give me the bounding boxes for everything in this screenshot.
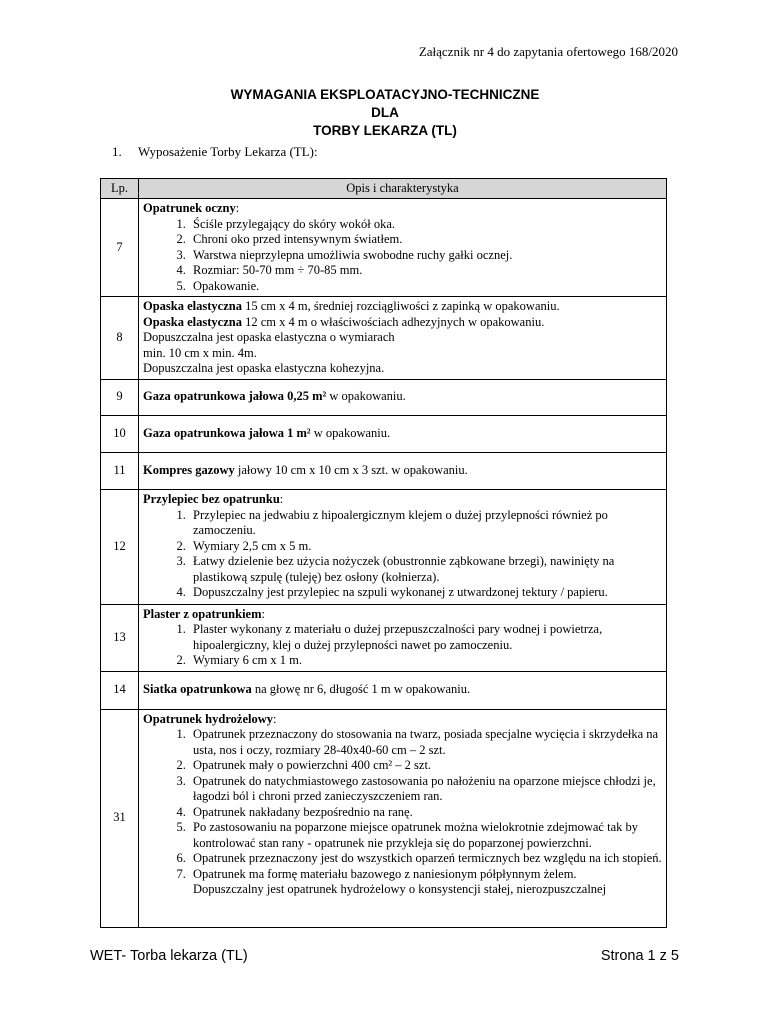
row-description: [139, 604, 667, 671]
row-description: Gaza opatrunkowa jałowa 1 m² w opakowaniu.: [139, 415, 667, 452]
list-item: 1. Plaster wykonany z materiału o dużej przepuszczalności pary wodnej i powietrza, hipoalergiczny, klej o dużej przylepności nawet po zamoczeniu.: [189, 622, 662, 653]
section-heading: [112, 144, 318, 160]
list-item: 5. Opakowanie.: [189, 279, 662, 295]
list-item: 2. Opatrunek mały o powierzchni 400 cm² – 2 szt.: [189, 758, 662, 774]
row-number: 12: [101, 489, 139, 604]
table-row: [101, 604, 667, 671]
table-row: [101, 709, 667, 927]
title-line-3: TORBY LEKARZA (TL): [313, 123, 457, 138]
list-item: 2. Wymiary 6 cm x 1 m.: [189, 653, 662, 669]
table-row: [101, 489, 667, 604]
list-item: 1. Przylepiec na jedwabiu z hipoalergicznym klejem o dużej przylepności również po zamoczeniu.: [189, 508, 662, 539]
list-item: 4. Rozmiar: 50-70 mm ÷ 70-85 mm.: [189, 263, 662, 279]
list-item: 7. Opatrunek ma formę materiału bazowego z naniesionym półpłynnym żelem.: [189, 867, 662, 883]
section-text: Wyposażenie Torby Lekarza (TL):: [138, 144, 318, 159]
row-number: 13: [101, 604, 139, 671]
trailing-note: Dopuszczalny jest opatrunek hydrożelowy o konsystencji stałej, nierozpuszczalnej: [193, 882, 607, 896]
list-item: 3. Warstwa nieprzylepna umożliwia swobodne ruchy gałki ocznej.: [189, 248, 662, 264]
document-title: [0, 86, 770, 140]
text-line: Opaska elastyczna 15 cm x 4 m, średniej rozciągliwości z zapinką w opakowaniu.: [143, 299, 560, 313]
row-number: 9: [101, 379, 139, 415]
list-item: 4. Opatrunek nakładany bezpośrednio na ranę.: [189, 805, 662, 821]
item-list: [143, 727, 662, 882]
requirements-table: [100, 178, 667, 928]
footer-page-number: Strona 1 z 5: [600, 948, 679, 964]
attachment-note: Załącznik nr 4 do zapytania ofertowego 168/2020: [418, 44, 678, 59]
row-description: Siatka opatrunkowa na głowę nr 6, długość 1 m w opakowaniu.: [139, 671, 667, 709]
table-header-row: [101, 179, 667, 199]
text-line: min. 10 cm x min. 4m.: [143, 345, 257, 360]
list-item: 3. Łatwy dzielenie bez użycia nożyczek (obustronnie ząbkowane brzegi), nawinięty na plastikową szpulę (tuleję) bez osłony (kołnierza).: [189, 554, 662, 585]
table-row: [101, 297, 667, 380]
item-list: [143, 217, 662, 295]
row-description: [139, 489, 667, 604]
table-row: [101, 671, 667, 709]
table-row: [101, 379, 667, 415]
list-item: 1. Opatrunek przeznaczony do stosowania na twarz, posiada specjalne wycięcia i skrzydełka na usta, nos i oczy, rozmiary 28-40x40-60 cm – 2 szt.: [189, 727, 662, 758]
table-row: [101, 415, 667, 452]
title-line-1: WYMAGANIA EKSPLOATACYJNO-TECHNICZNE: [230, 87, 540, 102]
row-number: 7: [101, 199, 139, 297]
row-description: [139, 199, 667, 297]
section-number: 1.: [112, 144, 122, 159]
item-list: [143, 508, 662, 601]
row-description: Gaza opatrunkowa jałowa 0,25 m² w opakowaniu.: [139, 379, 667, 415]
item-heading: Przylepiec bez opatrunku:: [143, 492, 284, 507]
list-item: 2. Chroni oko przed intensywnym światłem.: [189, 232, 662, 248]
row-number: 8: [101, 297, 139, 380]
row-description: [139, 709, 667, 927]
row-description: [139, 297, 667, 380]
header-lp: Lp.: [101, 179, 139, 199]
row-number: 31: [101, 709, 139, 927]
table-row: [101, 452, 667, 489]
list-item: 1. Ściśle przylegający do skóry wokół oka.: [189, 217, 662, 233]
text-line: Dopuszczalna jest opaska elastyczna kohezyjna.: [143, 361, 385, 375]
header-description: Opis i charakterystyka: [139, 179, 667, 199]
list-item: 6. Opatrunek przeznaczony jest do wszystkich oparzeń termicznych bez względu na ich stopień.: [189, 851, 662, 867]
item-heading: Opatrunek hydrożelowy:: [143, 711, 277, 726]
list-item: 2. Wymiary 2,5 cm x 5 m.: [189, 539, 662, 555]
row-number: 14: [101, 671, 139, 709]
table-row: [101, 199, 667, 297]
item-heading: Opatrunek oczny:: [143, 201, 240, 215]
list-item: 3. Opatrunek do natychmiastowego zastosowania po nałożeniu na oparzone miejsce chłodzi je, łagodzi ból i chroni przed zanieczyszczeniem ran.: [189, 774, 662, 805]
item-heading: Plaster z opatrunkiem:: [143, 606, 265, 621]
list-item: 4. Dopuszczalny jest przylepiec na szpuli wykonanej z utwardzonej tektury / papieru.: [189, 585, 662, 601]
list-item: 5. Po zastosowaniu na poparzone miejsce opatrunek można wielokrotnie zdejmować tak by kontrolować stan rany - opatrunek nie przykleja się do poparzonej powierzchni.: [189, 820, 662, 851]
row-description: Kompres gazowy jałowy 10 cm x 10 cm x 3 szt. w opakowaniu.: [139, 452, 667, 489]
text-line: Dopuszczalna jest opaska elastyczna o wymiarach: [143, 330, 395, 344]
footer-document-name: WET- Torba lekarza (TL): [90, 948, 248, 964]
text-line: Opaska elastyczna 12 cm x 4 m o właściwościach adhezyjnych w opakowaniu.: [143, 314, 545, 329]
title-line-2: DLA: [371, 105, 399, 120]
row-number: 11: [101, 452, 139, 489]
item-list: [143, 622, 662, 669]
row-number: 10: [101, 415, 139, 452]
